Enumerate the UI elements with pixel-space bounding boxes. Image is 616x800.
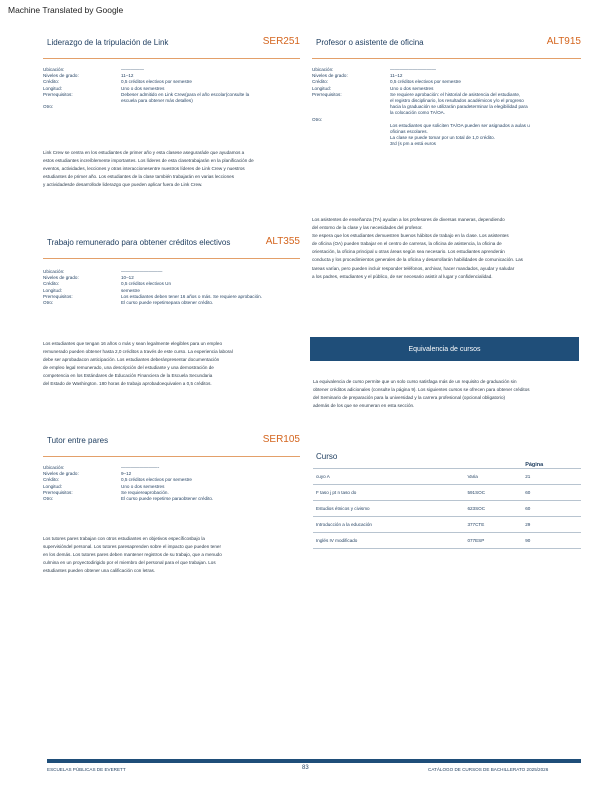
detail-label: Longitud: xyxy=(43,483,62,489)
detail-row xyxy=(43,300,300,306)
detail-value: 0,5 créditos electivos por semestre xyxy=(121,79,192,85)
text-line: conducta y los procedimientos generales de la oficina y desarrollarán habilidades de comunicación. Las xyxy=(312,257,523,263)
detail-value: Uno o dos semestres xyxy=(390,85,434,91)
detail-label: Crédito: xyxy=(43,477,60,483)
cell-code: 077ESP xyxy=(464,532,522,548)
detail-value: 3rd (s pm a está euros xyxy=(390,141,436,147)
text-line: obtener créditos adicionales (consulte la página 9). Los siguientes cursos se ofrecen para obtener créditos xyxy=(313,387,530,393)
detail-value: ————— xyxy=(121,67,144,72)
detail-row xyxy=(43,496,300,502)
detail-label xyxy=(312,141,390,147)
header-code xyxy=(464,446,522,468)
details-alt915 xyxy=(312,67,581,148)
detail-label: Crédito: xyxy=(43,281,60,287)
table-row xyxy=(313,500,581,516)
course-code: ALT915 xyxy=(546,36,581,47)
header-page: Página xyxy=(522,446,581,468)
detail-value: El curso puede repetirsepara obtener crédito. xyxy=(121,300,214,306)
detail-label: Niveles de grado: xyxy=(312,73,348,79)
details-ser105 xyxy=(43,465,300,502)
detail-value: 11–12 xyxy=(121,73,134,79)
detail-value: Se requiereaprobación. xyxy=(121,489,169,495)
cell-page: 21 xyxy=(522,468,581,484)
text-line: de empleo legal remunerado, una descripción del estudiante y una demostración de xyxy=(43,365,214,371)
cell-page: 29 xyxy=(522,516,581,532)
text-line: supervisióndel personal. Los tutores paresaprenden sobre el impacto que pueden tener xyxy=(43,544,221,550)
detail-value: La clase se puede tomar por un total de 1,0 crédito. xyxy=(390,135,495,141)
cell-page: 90 xyxy=(522,532,581,548)
detail-value: —————————— xyxy=(390,67,436,72)
detail-value: 0,5 créditos electivos Un xyxy=(121,281,172,287)
footer-rule xyxy=(47,759,581,763)
detail-label: Ubicación: xyxy=(312,67,334,72)
detail-value: Debeser admitido en Link Crew(para el año escolar(consulte la xyxy=(121,91,250,97)
text-line: eventos, actividades, lecciones y otras interaccionesentre nuestros líderes de Link Crew y nuestros xyxy=(43,166,245,172)
text-line: Los asistentes de enseñanza (TA) ayudan a los profesores de diversas maneras, dependiendo xyxy=(312,217,505,222)
description-alt915 xyxy=(312,216,581,281)
detail-label: Otro: xyxy=(312,116,323,122)
section-header-ser251 xyxy=(43,38,300,59)
detail-value: escuela para obtener más detalles) xyxy=(121,98,193,104)
detail-label: Niveles de grado: xyxy=(43,275,79,281)
detail-value: 11–12 xyxy=(390,73,403,79)
detail-value: oficinas escolares. xyxy=(390,129,428,135)
footer-school: ESCUELAS PÚBLICAS DE EVERETT xyxy=(47,767,126,772)
course-code: SER105 xyxy=(262,434,300,445)
detail-label: Prerrequisitos: xyxy=(43,91,73,97)
detail-value: semestre xyxy=(121,287,140,293)
section-header-ser105 xyxy=(43,436,300,457)
detail-value: Los estudiantes que soliciten TA/OA pueden ser asignados a aulas u xyxy=(390,122,530,128)
detail-label: Ubicación: xyxy=(43,67,65,72)
cell-code: 377CTE xyxy=(464,516,522,532)
text-line: remunerado pueden obtener hasta 2,0 créditos a través de este curso. La experiencia laboral xyxy=(43,349,233,355)
detail-value: 0,5 créditos electivos por semestre xyxy=(390,79,461,85)
detail-value: el registro disciplinario, los resultados académicos y/o el progreso xyxy=(390,98,524,104)
equivalency-description xyxy=(313,378,581,410)
detail-label: Prerrequisitos: xyxy=(43,293,73,299)
detail-label: Niveles de grado: xyxy=(43,471,79,477)
equivalency-banner: Equivalencia de cursos xyxy=(310,337,579,361)
cell-course: F taso j pt n taso do xyxy=(313,484,464,500)
text-line: Se espera que los estudiantes demuestren buenos hábitos de trabajo en la clase. Los asistentes xyxy=(312,233,509,239)
text-line: La equivalencia de curso permite que un solo curso satisfaga más de un requisito de graduación sin xyxy=(313,379,517,384)
cell-course: Introducción a la educación xyxy=(313,516,464,532)
header-course: Curso xyxy=(313,446,464,468)
detail-value: Se requiere aprobación: el historial de asistencia del estudiante, xyxy=(390,91,521,97)
detail-value: ————————— xyxy=(121,269,163,274)
detail-label: Longitud: xyxy=(43,287,62,293)
cell-course: Estudios étnicos y civismo xyxy=(313,500,464,516)
text-line: del entorno de la clase y las necesidades del profesor. xyxy=(312,225,423,231)
section-title: Profesor o asistente de oficina xyxy=(316,38,424,47)
text-line: Link Crew se centra en los estudiantes de primer año y esta clasese aseguraráde que ayudamos a xyxy=(43,150,245,155)
detail-label: Prerrequisitos: xyxy=(43,489,73,495)
text-line: en los demás. Los tutores pares deben mantener registros de su trabajo, que a menudo xyxy=(43,552,222,558)
detail-label: Ubicación: xyxy=(43,465,65,470)
text-line: competencia en los Estándares de Educación Financiera de la Escuela Secundaria xyxy=(43,373,213,379)
details-ser251 xyxy=(43,67,300,110)
text-line: de oficina (OA) pueden trabajar en el centro de carreras, la oficina de asistencia, la oficina de xyxy=(312,241,502,247)
detail-value: Uno o dos semestres xyxy=(121,483,165,489)
detail-label: Otro: xyxy=(43,300,54,306)
detail-value: ————————- xyxy=(121,465,160,470)
detail-value: Uno o dos semestres xyxy=(121,85,165,91)
detail-value: 10–12 xyxy=(121,275,134,281)
section-title: Trabajo remunerado para obtener créditos electivos xyxy=(47,238,231,247)
cell-course: cuyo A xyxy=(313,468,464,484)
machine-translation-banner: Machine Translated by Google xyxy=(8,5,124,15)
course-code: SER251 xyxy=(262,36,300,47)
text-line: estos estudiantes increíblemente importantes. Los líderes de esta clasetrabajarán en la planificación de xyxy=(43,158,254,164)
text-line: del Estado de Washington. 180 horas de trabajo aprobadoequivalen a 0,5 créditos. xyxy=(43,381,212,387)
text-line: además de los que se enumeran en esta sección. xyxy=(313,403,415,409)
footer-catalog: CATÁLOGO DE CURSOS DE BACHILLERATO 2025/2026 xyxy=(428,767,549,772)
detail-value: la colocación como TA/OA. xyxy=(390,110,445,116)
text-line: tareas varían, pero pueden incluir responder teléfonos, archivar, hacer mandados, ayudar y saludar xyxy=(312,265,515,271)
table-row xyxy=(313,468,581,484)
cell-code: Varia xyxy=(464,468,522,484)
detail-value: Los estudiantes deben tener 16 años o más. Se requiere aprobación. xyxy=(121,293,262,299)
detail-row xyxy=(43,104,300,110)
section-header-alt355 xyxy=(43,238,300,259)
text-line: culmina en un proyectodirigido por el miembro del personal para el que trabajan. Los xyxy=(43,560,216,566)
detail-label: Longitud: xyxy=(43,85,62,91)
detail-label: Otro: xyxy=(43,104,54,110)
text-line: Los tutores pares trabajan con otros estudiantes en objetivos específicosbajo la xyxy=(43,536,205,541)
text-line: del Seminario de preparación para la universidad y la carrera profesional (opcional obligatorio) xyxy=(313,395,506,401)
cell-course: Inglés IV modificado xyxy=(313,532,464,548)
detail-label: Crédito: xyxy=(43,79,60,85)
detail-label: Crédito: xyxy=(312,79,329,85)
section-header-alt915 xyxy=(312,38,581,59)
detail-value: 9–12 xyxy=(121,471,132,477)
text-line: a los padres, estudiantes y el público, de ser necesario asistir al lugar y confidencialidad. xyxy=(312,273,493,279)
detail-label: Prerrequisitos: xyxy=(312,91,342,97)
text-line: Los estudiantes que tengan 16 años o más y sean legalmente elegibles para un empleo xyxy=(43,341,223,346)
cell-page: 60 xyxy=(522,484,581,500)
section-title: Tutor entre pares xyxy=(47,436,109,445)
cell-code: 623SOC xyxy=(464,500,522,516)
description-ser251 xyxy=(43,149,300,189)
description-ser105 xyxy=(43,535,300,575)
detail-value: 0,5 créditos electivos por semestre xyxy=(121,477,192,483)
detail-label: Otro: xyxy=(43,496,54,502)
table-row xyxy=(313,484,581,500)
table-row xyxy=(313,516,581,532)
detail-label: Niveles de grado: xyxy=(43,73,79,79)
text-line: estudiantes de primer año. Los estudiantes de la clase también trabajarán en varias lecciones xyxy=(43,174,235,180)
detail-value: hacia la graduación se utilizarán paradeterminar la elegibilidad para xyxy=(390,104,528,110)
detail-label: Longitud: xyxy=(312,85,331,91)
text-line: orientación, la oficina principal u otras áreas según sea necesario. Los estudiantes aprenderán xyxy=(312,249,505,255)
text-line: estudiantes pueden obtener una calificación con letras. xyxy=(43,568,156,574)
table-row xyxy=(313,532,581,548)
course-code: ALT355 xyxy=(265,236,300,247)
detail-value xyxy=(121,104,300,110)
course-equivalency-table xyxy=(313,446,581,549)
detail-row xyxy=(312,141,581,147)
page-number: 83 xyxy=(302,765,309,771)
description-alt355 xyxy=(43,340,300,389)
cell-code: 591SOC xyxy=(464,484,522,500)
details-alt355 xyxy=(43,269,300,306)
left-column xyxy=(43,38,300,718)
text-line: y actividadesde desarrollode liderazgo que pueden aplicar fuera de Link Crew. xyxy=(43,182,203,188)
section-title: Liderazgo de la tripulación de Link xyxy=(47,38,169,47)
detail-value: El curso puede repetirse paraobtener crédito. xyxy=(121,496,214,502)
detail-label: Ubicación: xyxy=(43,269,65,274)
cell-page: 60 xyxy=(522,500,581,516)
text-line: debe ser aprobadacon anticipación. Los estudiantes deberánpresentar documentación xyxy=(43,357,220,363)
